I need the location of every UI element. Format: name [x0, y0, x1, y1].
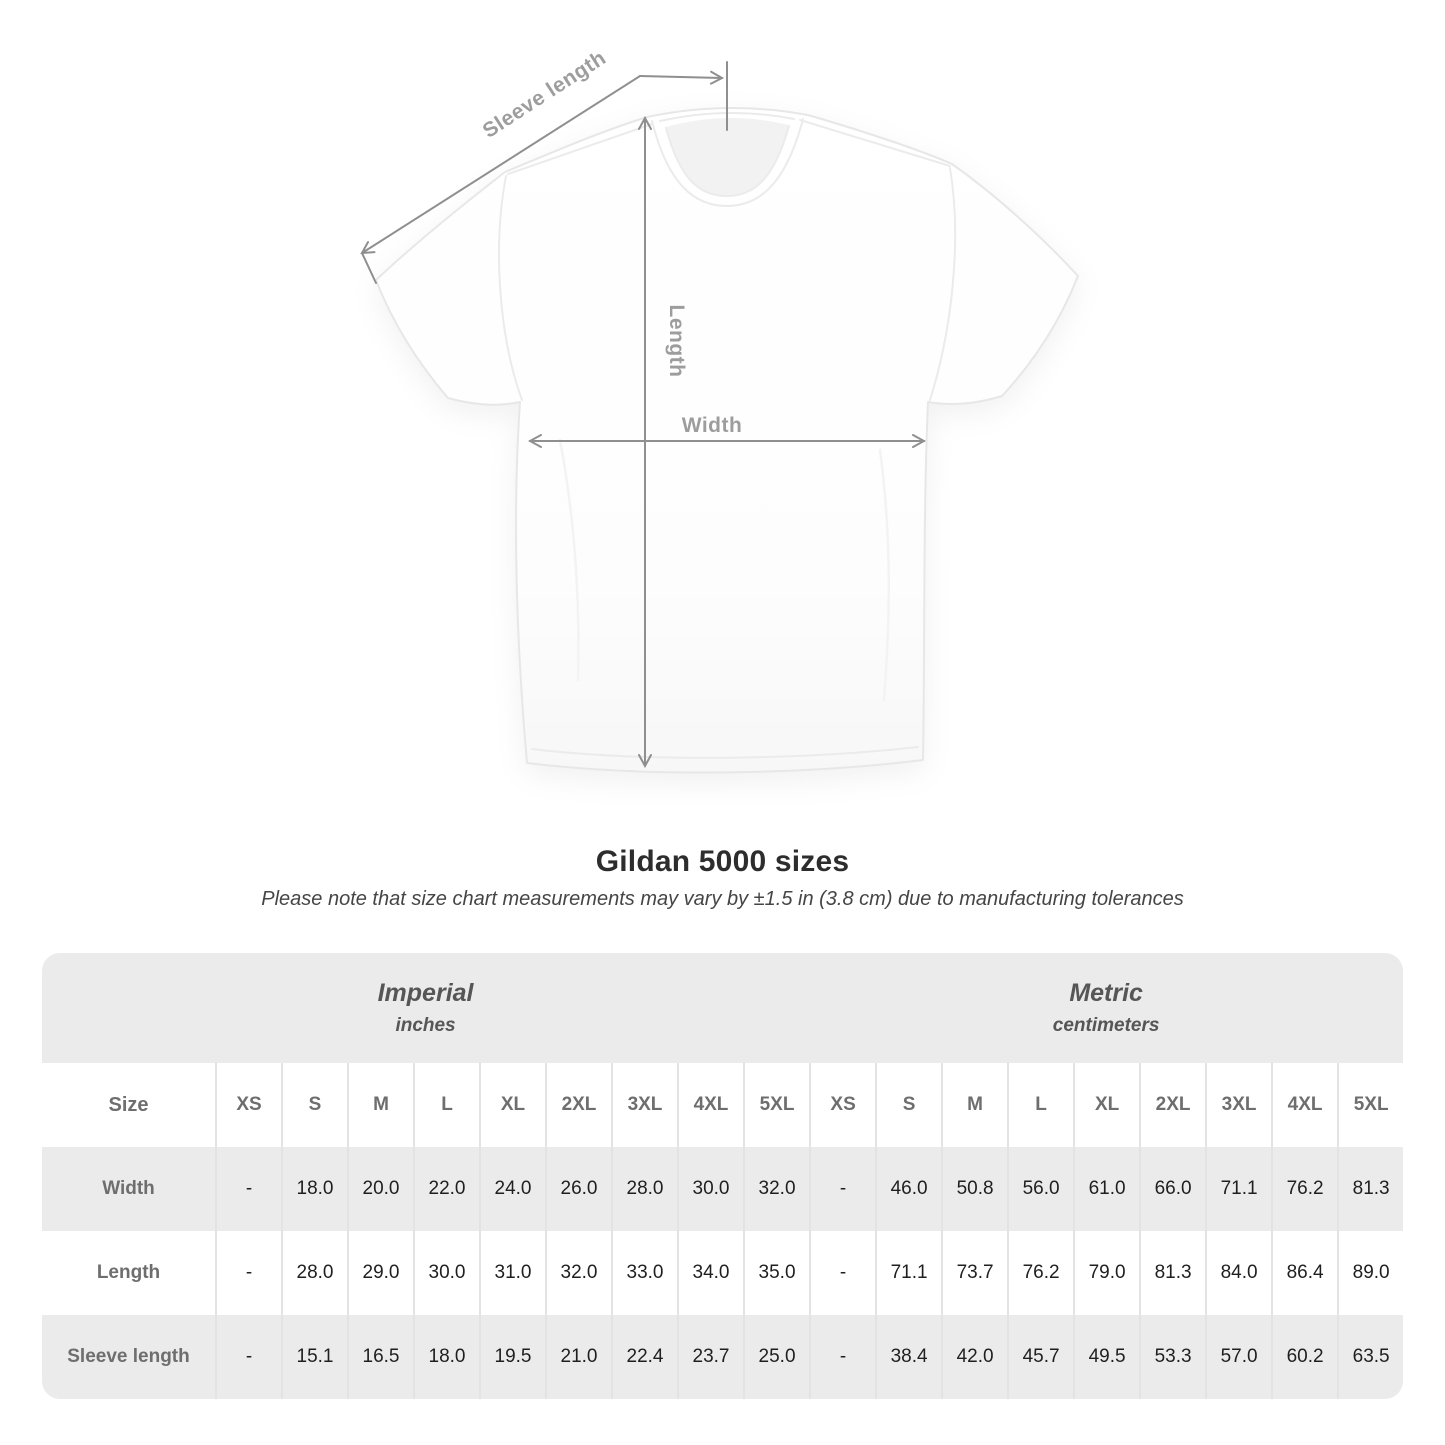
value-cell: 33.0 — [611, 1231, 677, 1315]
value-cell: 76.2 — [1271, 1147, 1337, 1231]
value-cell: 49.5 — [1073, 1315, 1139, 1399]
value-cell: 19.5 — [479, 1315, 545, 1399]
value-cell: 81.3 — [1139, 1231, 1205, 1315]
value-cell: 50.8 — [941, 1147, 1007, 1231]
imperial-group-title: Imperial — [377, 979, 474, 1007]
value-cell: 35.0 — [743, 1231, 809, 1315]
value-cell: 31.0 — [479, 1231, 545, 1315]
value-cell: 61.0 — [1073, 1147, 1139, 1231]
value-cell: 22.4 — [611, 1315, 677, 1399]
size-header-imperial-2xl: 2XL — [545, 1063, 611, 1147]
size-header-imperial-3xl: 3XL — [611, 1063, 677, 1147]
table-row-length — [42, 1231, 1403, 1315]
size-header-imperial-l: L — [413, 1063, 479, 1147]
size-header-metric-s: S — [875, 1063, 941, 1147]
value-cell: 16.5 — [347, 1315, 413, 1399]
value-cell: 32.0 — [545, 1231, 611, 1315]
metric-group-unit: centimeters — [1052, 1015, 1160, 1036]
value-cell: 20.0 — [347, 1147, 413, 1231]
value-cell: 23.7 — [677, 1315, 743, 1399]
value-cell: 30.0 — [413, 1231, 479, 1315]
value-cell: - — [215, 1231, 281, 1315]
table-row-width — [42, 1147, 1403, 1231]
imperial-group-header — [42, 953, 809, 1063]
value-cell: 28.0 — [281, 1231, 347, 1315]
value-cell: 73.7 — [941, 1231, 1007, 1315]
value-cell: 26.0 — [545, 1147, 611, 1231]
size-header-imperial-s: S — [281, 1063, 347, 1147]
value-cell: 22.0 — [413, 1147, 479, 1231]
size-header-imperial-4xl: 4XL — [677, 1063, 743, 1147]
value-cell: 29.0 — [347, 1231, 413, 1315]
sleeve-length-label: Sleeve length — [478, 46, 611, 143]
page-title: Gildan 5000 sizes — [595, 845, 850, 878]
value-cell: 56.0 — [1007, 1147, 1073, 1231]
value-cell: 21.0 — [545, 1315, 611, 1399]
value-cell: - — [215, 1147, 281, 1231]
value-cell: 45.7 — [1007, 1315, 1073, 1399]
value-cell: 34.0 — [677, 1231, 743, 1315]
size-header-metric-xl: XL — [1073, 1063, 1139, 1147]
value-cell: - — [809, 1231, 875, 1315]
length-label: Length — [665, 304, 688, 378]
row-label: Length — [42, 1231, 215, 1315]
size-header-imperial-m: M — [347, 1063, 413, 1147]
value-cell: 84.0 — [1205, 1231, 1271, 1315]
size-header-metric-3xl: 3XL — [1205, 1063, 1271, 1147]
value-cell: 89.0 — [1337, 1231, 1403, 1315]
table-row-sleeve-length — [42, 1315, 1403, 1399]
row-label: Sleeve length — [42, 1315, 215, 1399]
value-cell: 63.5 — [1337, 1315, 1403, 1399]
value-cell: 30.0 — [677, 1147, 743, 1231]
value-cell: 24.0 — [479, 1147, 545, 1231]
unit-group-row — [42, 953, 1403, 1063]
size-header-metric-xs: XS — [809, 1063, 875, 1147]
size-header-imperial-5xl: 5XL — [743, 1063, 809, 1147]
metric-group-header — [809, 953, 1403, 1063]
size-header-metric-5xl: 5XL — [1337, 1063, 1403, 1147]
metric-group-title: Metric — [1069, 979, 1143, 1007]
value-cell: 76.2 — [1007, 1231, 1073, 1315]
value-cell: 86.4 — [1271, 1231, 1337, 1315]
width-label: Width — [681, 414, 743, 437]
value-cell: 42.0 — [941, 1315, 1007, 1399]
value-cell: 71.1 — [875, 1231, 941, 1315]
size-header-metric-m: M — [941, 1063, 1007, 1147]
value-cell: 38.4 — [875, 1315, 941, 1399]
value-cell: 28.0 — [611, 1147, 677, 1231]
value-cell: 32.0 — [743, 1147, 809, 1231]
value-cell: 25.0 — [743, 1315, 809, 1399]
size-header-metric-4xl: 4XL — [1271, 1063, 1337, 1147]
row-label: Width — [42, 1147, 215, 1231]
value-cell: - — [809, 1147, 875, 1231]
value-cell: - — [215, 1315, 281, 1399]
size-header-imperial-xl: XL — [479, 1063, 545, 1147]
sleeve-top-horizontal-line — [640, 76, 722, 78]
size-column-header: Size — [42, 1063, 215, 1147]
size-header-imperial-xs: XS — [215, 1063, 281, 1147]
heading-block — [0, 845, 1445, 911]
value-cell: 15.1 — [281, 1315, 347, 1399]
value-cell: 79.0 — [1073, 1231, 1139, 1315]
size-header-metric-2xl: 2XL — [1139, 1063, 1205, 1147]
value-cell: 60.2 — [1271, 1315, 1337, 1399]
value-cell: - — [809, 1315, 875, 1399]
size-header-metric-l: L — [1007, 1063, 1073, 1147]
imperial-group-unit: inches — [395, 1015, 456, 1036]
value-cell: 46.0 — [875, 1147, 941, 1231]
value-cell: 53.3 — [1139, 1315, 1205, 1399]
value-cell: 71.1 — [1205, 1147, 1271, 1231]
tolerance-note: Please note that size chart measurements may vary by ±1.5 in (3.8 cm) due to manufacturing tolerances — [261, 888, 1184, 910]
size-table — [42, 953, 1403, 1399]
value-cell: 57.0 — [1205, 1315, 1271, 1399]
value-cell: 18.0 — [281, 1147, 347, 1231]
size-header-row — [42, 1063, 1403, 1147]
sleeve-length-line-extension — [362, 253, 376, 283]
value-cell: 66.0 — [1139, 1147, 1205, 1231]
value-cell: 18.0 — [413, 1315, 479, 1399]
value-cell: 81.3 — [1337, 1147, 1403, 1231]
